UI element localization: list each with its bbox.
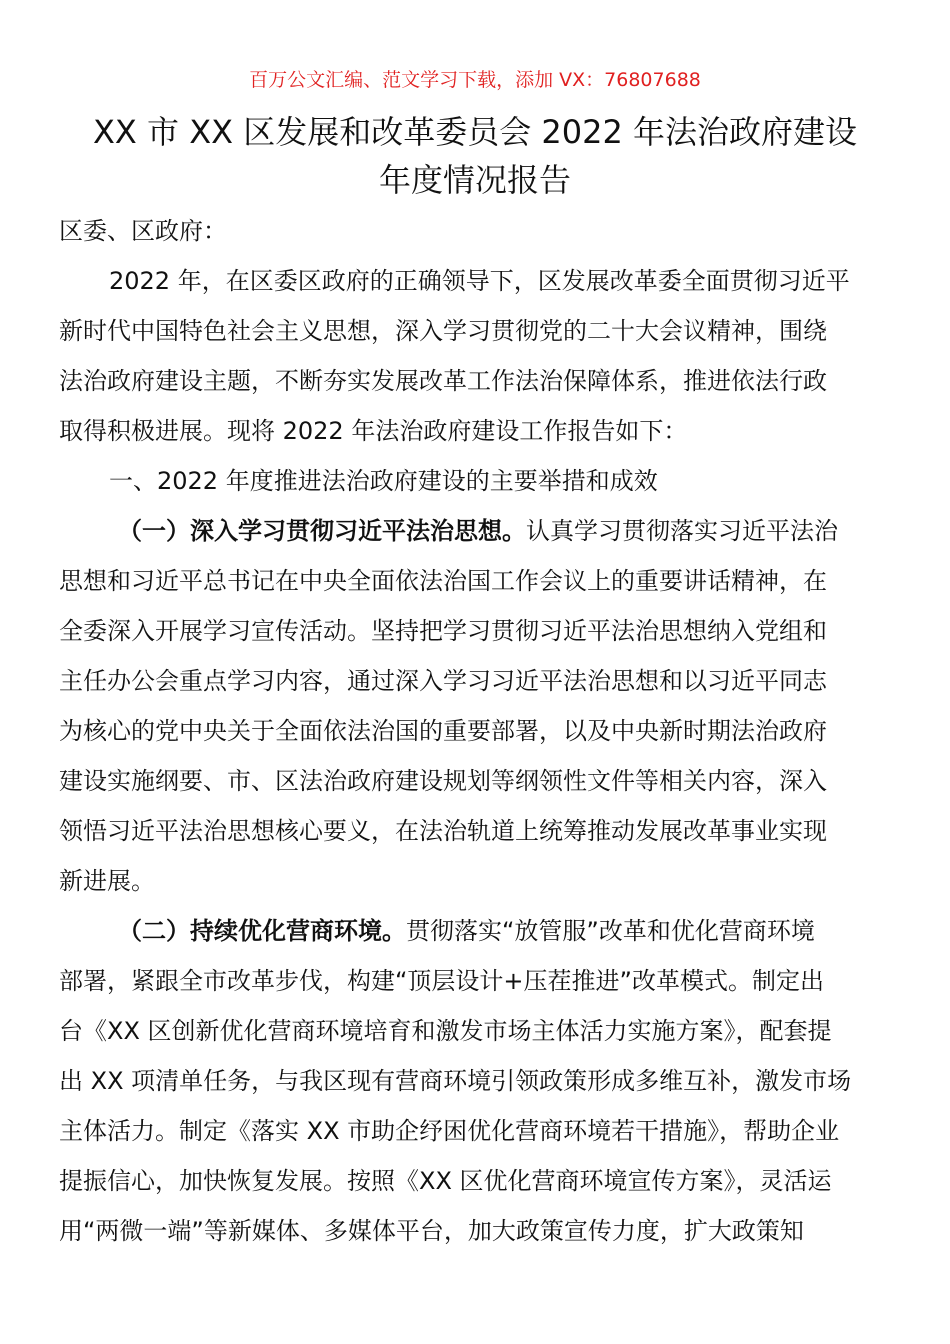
part-2-first-line-text: 贯彻落实“放管服”改革和优化营商环境	[406, 917, 815, 945]
part-2-line-6: 提振信心，加快恢复发展。按照《XX 区优化营商环境宣传方案》，灵活运	[59, 1167, 832, 1195]
part-2-line-7: 用“两微一端”等新媒体、多媒体平台，加大政策宣传力度，扩大政策知	[59, 1217, 804, 1245]
part-2-line-5: 主体活力。制定《落实 XX 市助企纾困优化营商环境若干措施》，帮助企业	[59, 1117, 840, 1145]
part-1-line-5: 为核心的党中央关于全面依法治国的重要部署，以及中央新时期法治政府	[59, 717, 827, 745]
intro-line-2: 新时代中国特色社会主义思想，深入学习贯彻党的二十大会议精神，围绕	[59, 317, 827, 345]
part-1-line-8: 新进展。	[59, 867, 155, 895]
part-1-line-2: 思想和习近平总书记在中央全面依法治国工作会议上的重要讲话精神，在	[59, 567, 827, 595]
watermark-banner: 百万公文汇编、范文学习下载，添加 VX：76807688	[249, 69, 701, 91]
intro-line-4: 取得积极进展。现将 2022 年法治政府建设工作报告如下：	[59, 417, 688, 445]
part-1-heading: （一）深入学习贯彻习近平法治思想。	[118, 517, 526, 545]
intro-line-3: 法治政府建设主题，不断夯实发展改革工作法治保障体系，推进依法行政	[59, 367, 827, 395]
salutation: 区委、区政府：	[59, 217, 227, 245]
part-1-line-7: 领悟习近平法治思想核心要义，在法治轨道上统筹推动发展改革事业实现	[59, 817, 827, 845]
part-1-line-6: 建设实施纲要、市、区法治政府建设规划等纲领性文件等相关内容，深入	[59, 767, 827, 795]
document-title-line-2: 年度情况报告	[378, 161, 571, 199]
part-1-first-line	[118, 513, 838, 549]
section-1-heading: 一、2022 年度推进法治政府建设的主要举措和成效	[109, 467, 658, 495]
part-2-line-2: 部署，紧跟全市改革步伐，构建“顶层设计+压茬推进”改革模式。制定出	[59, 967, 824, 995]
part-2-line-3: 台《XX 区创新优化营商环境培育和激发市场主体活力实施方案》，配套提	[59, 1017, 832, 1045]
document-title-line-1: XX 市 XX 区发展和改革委员会 2022 年法治政府建设	[93, 113, 857, 151]
part-1-line-3: 全委深入开展学习宣传活动。坚持把学习贯彻习近平法治思想纳入党组和	[59, 617, 827, 645]
part-2-line-4: 出 XX 项清单任务，与我区现有营商环境引领政策形成多维互补，激发市场	[59, 1067, 852, 1095]
part-1-line-4: 主任办公会重点学习内容，通过深入学习习近平法治思想和以习近平同志	[59, 667, 827, 695]
intro-line-1: 2022 年，在区委区政府的正确领导下，区发展改革委全面贯彻习近平	[109, 267, 850, 295]
part-2-first-line	[118, 913, 815, 949]
part-2-heading: （二）持续优化营商环境。	[118, 917, 406, 945]
part-1-first-line-text: 认真学习贯彻落实习近平法治	[526, 517, 838, 545]
